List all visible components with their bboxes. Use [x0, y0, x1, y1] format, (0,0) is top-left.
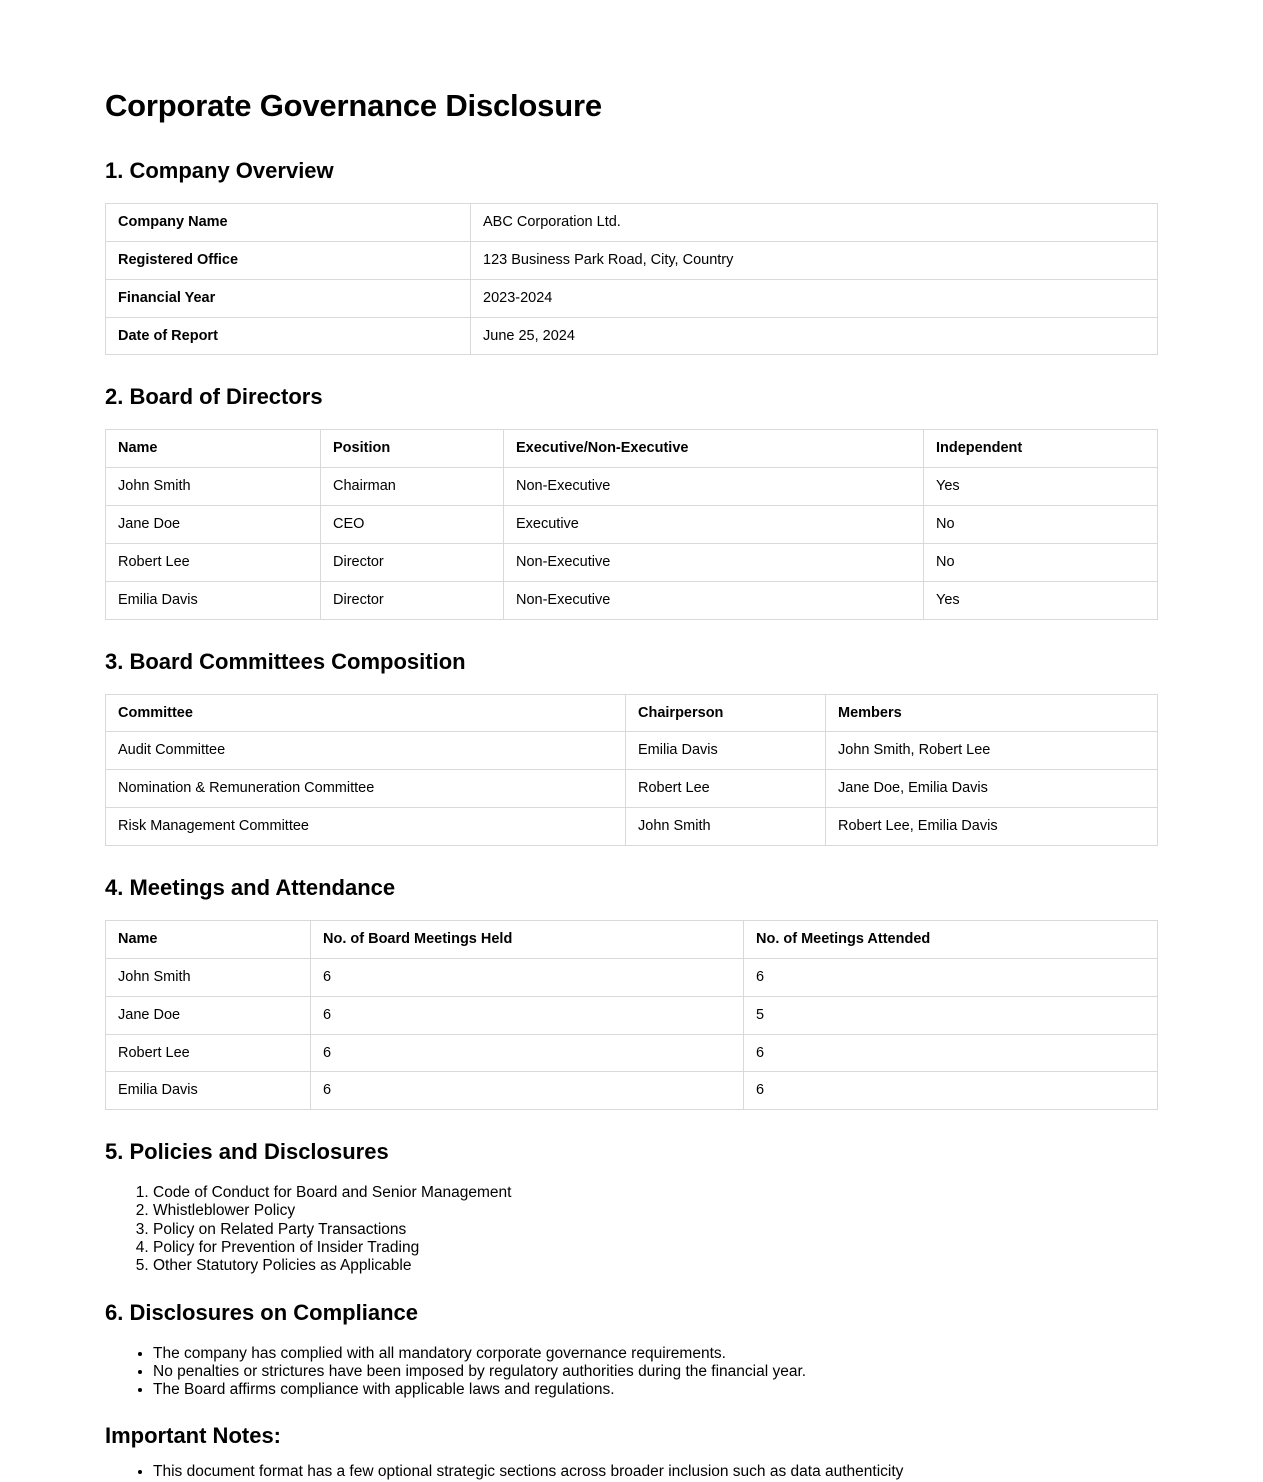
table-row: [106, 317, 1158, 355]
list-item: 2. Whistleblower Policy: [153, 1202, 1158, 1220]
row-value: June 25, 2024: [471, 317, 1158, 355]
section-heading-disclosures-compliance: 6. Disclosures on Compliance: [105, 1299, 418, 1325]
notes-list: [105, 1463, 1158, 1481]
column-header: Chairperson: [626, 694, 826, 732]
row-label: Company Name: [106, 204, 471, 242]
table-row: [106, 204, 1158, 242]
list-item: • The company has complied with all mandatory corporate governance requirements.: [153, 1345, 1158, 1363]
table-row: [106, 732, 1158, 770]
cell: Executive: [504, 506, 924, 544]
cell: 6: [311, 996, 744, 1034]
cell: John Smith, Robert Lee: [826, 732, 1158, 770]
cell: Robert Lee: [106, 1034, 311, 1072]
cell: Non-Executive: [504, 581, 924, 619]
column-header: Position: [321, 430, 504, 468]
cell: 5: [744, 996, 1158, 1034]
column-header: No. of Board Meetings Held: [311, 920, 744, 958]
section-important-notes: [105, 1423, 1158, 1481]
list-item: • No penalties or strictures have been imposed by regulatory authorities during the financial year.: [153, 1363, 1158, 1381]
column-header: Independent: [924, 430, 1158, 468]
section-meetings-attendance: [105, 875, 1158, 1110]
cell: Emilia Davis: [626, 732, 826, 770]
policies-list: [105, 1184, 1158, 1275]
list-item: • This document format has a few optional strategic sections across broader inclusion such as data authenticity: [153, 1463, 1158, 1481]
cell: Robert Lee: [626, 770, 826, 808]
board-of-directors-table: [105, 429, 1158, 619]
list-item: 4. Policy for Prevention of Insider Trading: [153, 1239, 1158, 1257]
list-item: 5. Other Statutory Policies as Applicable: [153, 1257, 1158, 1275]
company-overview-table: [105, 203, 1158, 355]
list-item: 3. Policy on Related Party Transactions: [153, 1221, 1158, 1239]
section-heading-board-committees: 3. Board Committees Composition: [105, 648, 466, 674]
cell: 6: [744, 1072, 1158, 1110]
cell: Yes: [924, 581, 1158, 619]
list-item: 1. Code of Conduct for Board and Senior Management: [153, 1184, 1158, 1202]
table-header-row: [106, 430, 1158, 468]
cell: No: [924, 506, 1158, 544]
row-value: ABC Corporation Ltd.: [471, 204, 1158, 242]
cell: Director: [321, 543, 504, 581]
section-board-of-directors: [105, 384, 1158, 619]
table-row: [106, 581, 1158, 619]
cell: Nomination & Remuneration Committee: [106, 770, 626, 808]
table-row: [106, 1034, 1158, 1072]
cell: Audit Committee: [106, 732, 626, 770]
table-row: [106, 468, 1158, 506]
table-row: [106, 1072, 1158, 1110]
section-heading-meetings-attendance: 4. Meetings and Attendance: [105, 874, 396, 900]
cell: No: [924, 543, 1158, 581]
table-row: [106, 279, 1158, 317]
section-disclosures-compliance: [105, 1300, 1158, 1400]
list-item: • The Board affirms compliance with applicable laws and regulations.: [153, 1381, 1158, 1399]
table-header-row: [106, 694, 1158, 732]
column-header: Name: [106, 920, 311, 958]
meetings-attendance-table: [105, 920, 1158, 1110]
section-board-committees: [105, 649, 1158, 846]
table-row: [106, 808, 1158, 846]
column-header: Committee: [106, 694, 626, 732]
section-company-overview: [105, 158, 1158, 355]
row-label: Registered Office: [106, 241, 471, 279]
section-heading-board-of-directors: 2. Board of Directors: [105, 384, 323, 410]
compliance-list: [105, 1345, 1158, 1400]
cell: 6: [311, 1072, 744, 1110]
column-header: No. of Meetings Attended: [744, 920, 1158, 958]
section-heading-company-overview: 1. Company Overview: [105, 158, 334, 183]
cell: John Smith: [626, 808, 826, 846]
cell: Jane Doe, Emilia Davis: [826, 770, 1158, 808]
cell: Robert Lee, Emilia Davis: [826, 808, 1158, 846]
row-value: 123 Business Park Road, City, Country: [471, 241, 1158, 279]
section-heading-important-notes: Important Notes:: [105, 1423, 281, 1449]
cell: Robert Lee: [106, 543, 321, 581]
cell: Non-Executive: [504, 543, 924, 581]
row-label: Financial Year: [106, 279, 471, 317]
cell: Chairman: [321, 468, 504, 506]
table-header-row: [106, 920, 1158, 958]
cell: Jane Doe: [106, 506, 321, 544]
table-row: [106, 241, 1158, 279]
cell: Director: [321, 581, 504, 619]
table-row: [106, 958, 1158, 996]
table-row: [106, 770, 1158, 808]
cell: CEO: [321, 506, 504, 544]
cell: Jane Doe: [106, 996, 311, 1034]
cell: Emilia Davis: [106, 581, 321, 619]
table-row: [106, 543, 1158, 581]
board-committees-table: [105, 694, 1158, 846]
cell: 6: [311, 958, 744, 996]
cell: John Smith: [106, 958, 311, 996]
column-header: Members: [826, 694, 1158, 732]
table-row: [106, 996, 1158, 1034]
cell: 6: [744, 1034, 1158, 1072]
cell: Yes: [924, 468, 1158, 506]
page-title: Corporate Governance Disclosure: [105, 88, 602, 123]
column-header: Name: [106, 430, 321, 468]
cell: Emilia Davis: [106, 1072, 311, 1110]
cell: John Smith: [106, 468, 321, 506]
section-heading-policies-disclosures: 5. Policies and Disclosures: [105, 1139, 389, 1165]
section-policies-disclosures: [105, 1139, 1158, 1275]
cell: 6: [744, 958, 1158, 996]
cell: Non-Executive: [504, 468, 924, 506]
row-label: Date of Report: [106, 317, 471, 355]
table-row: [106, 506, 1158, 544]
column-header: Executive/Non-Executive: [504, 430, 924, 468]
row-value: 2023-2024: [471, 279, 1158, 317]
cell: 6: [311, 1034, 744, 1072]
cell: Risk Management Committee: [106, 808, 626, 846]
